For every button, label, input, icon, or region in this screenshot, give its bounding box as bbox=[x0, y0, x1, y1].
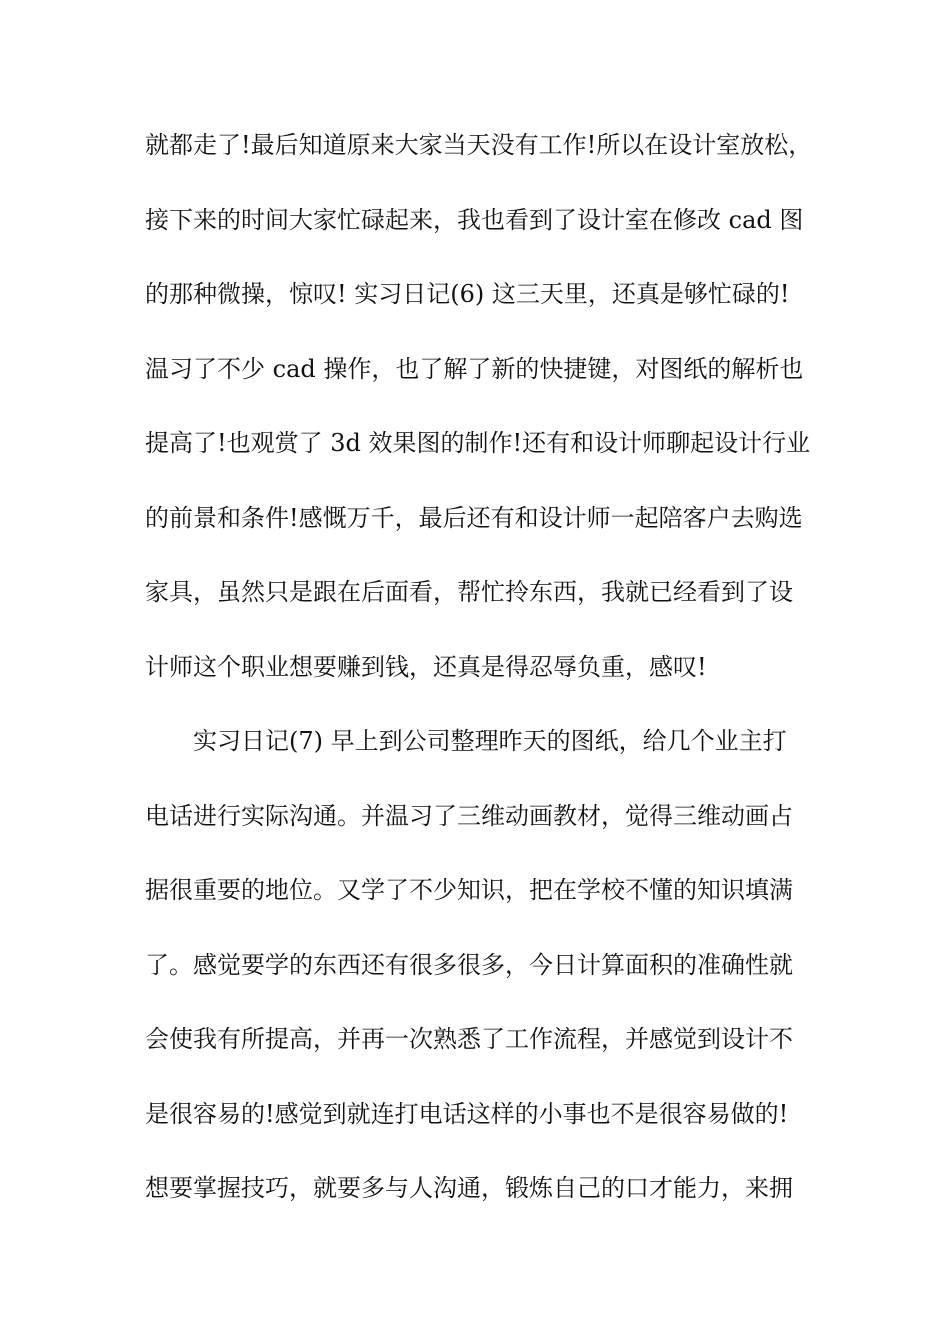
text-line: 接下来的时间大家忙碌起来，我也看到了设计室在修改 cad 图 bbox=[145, 205, 804, 234]
text-line: 想要掌握技巧，就要多与人沟通，锻炼自己的口才能力，来拥 bbox=[145, 1174, 793, 1202]
body-text bbox=[145, 126, 825, 1244]
text-line: 的前景和条件!感慨万千，最后还有和设计师一起陪客户去购选 bbox=[145, 503, 803, 532]
text-line: 提高了!也观赏了 3d 效果图的制作!还有和设计师聊起设计行业 bbox=[145, 429, 811, 457]
text-line: 据很重要的地位。又学了不少知识，把在学校不懂的知识填满 bbox=[145, 876, 793, 904]
text-line: 了。感觉要学的东西还有很多很多，今日计算面积的准确性就 bbox=[145, 950, 793, 979]
text-line: 的那种微操，惊叹! 实习日记(6) 这三天里，还真是够忙碌的! bbox=[145, 280, 790, 308]
text-line: 计师这个职业想要赚到钱，还真是得忍辱负重，感叹! bbox=[145, 652, 707, 681]
text-line: 家具，虽然只是跟在后面看，帮忙拎东西，我就已经看到了设 bbox=[145, 578, 793, 606]
text-line: 是很容易的!感觉到就连打电话这样的小事也不是很容易做的! bbox=[145, 1099, 789, 1128]
text-line: 电话进行实际沟通。并温习了三维动画教材，觉得三维动画占 bbox=[145, 801, 793, 830]
text-line: 温习了不少 cad 操作，也了解了新的快捷键，对图纸的解析也 bbox=[145, 354, 804, 383]
text-line: 会使我有所提高，并再一次熟悉了工作流程，并感觉到设计不 bbox=[145, 1025, 793, 1053]
paragraph-start-line: 实习日记(7) 早上到公司整理昨天的图纸，给几个业主打 bbox=[193, 727, 787, 755]
text-line: 就都走了!最后知道原来大家当天没有工作!所以在设计室放松， bbox=[145, 131, 813, 159]
